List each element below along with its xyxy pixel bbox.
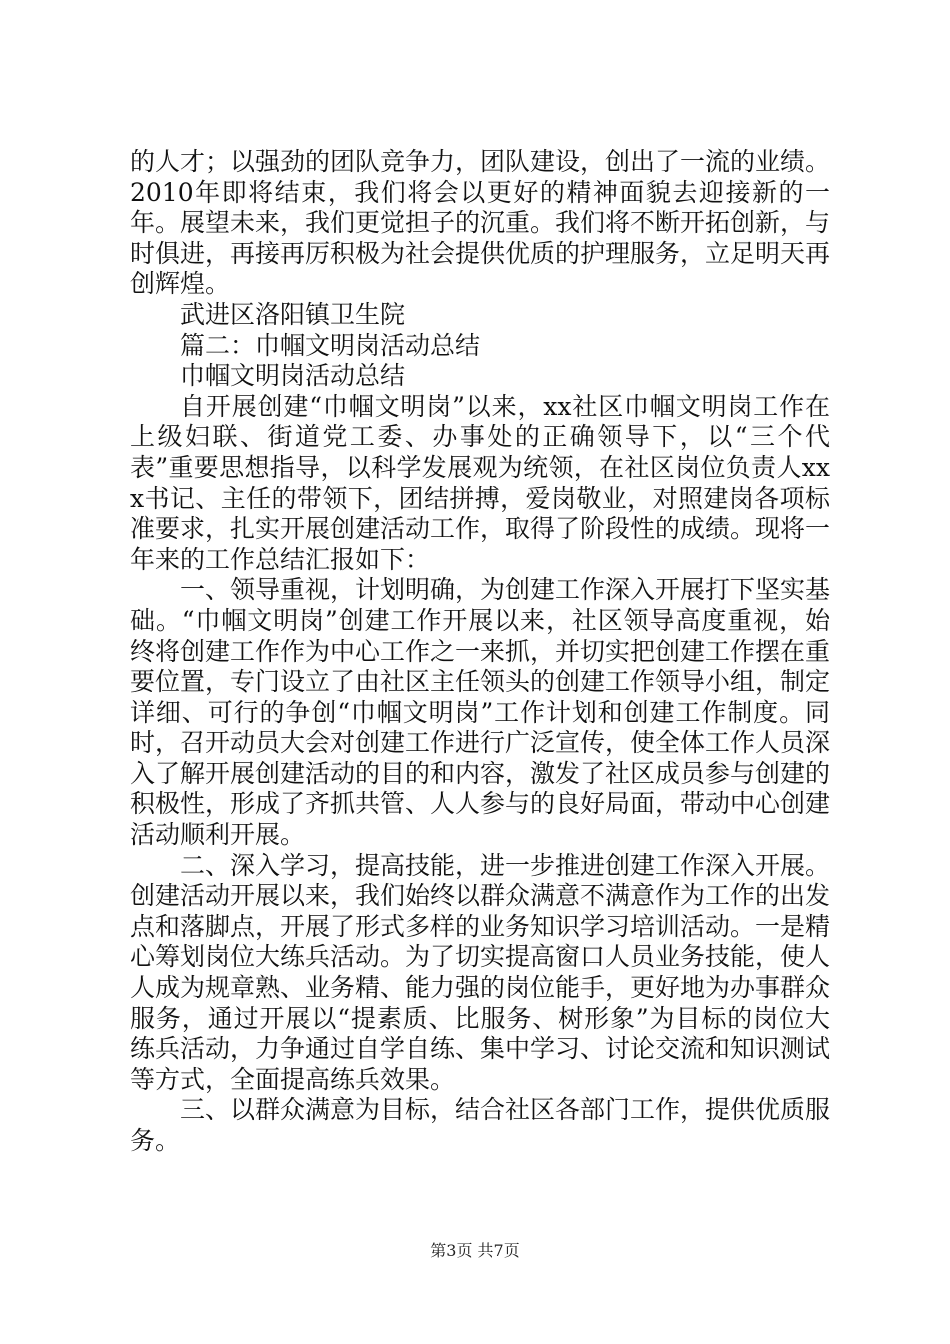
section-heading: 篇二：巾帼文明岗活动总结 (180, 330, 481, 360)
page-footer: 第3页 共7页 (430, 1241, 520, 1260)
signature-organization: 武进区洛阳镇卫生院 (180, 299, 406, 329)
paragraph-point-one: 一、领导重视，计划明确，为创建工作深入开展打下坚实基础。“巾帼文明岗”创建工作开展以来，社区领导高度重视，始终将创建工作作为中心工作之一来抓，并切实把创建工作摆在重要位置，专门设立了由社区主任领头的创建工作领导小组，制定详细、可行的争创“巾帼文明岗”工作计划和创建工作制度。同时，召开动员大会对创建工作进行广泛宣传，使全体工作人员深入了解开展创建活动的目的和内容，激发了社区成员参与创建的积极性，形成了齐抓共管、人人参与的良好局面，带动中心创建活动顺利开展。 (130, 575, 831, 850)
paragraph-intro: 自开展创建“巾帼文明岗”以来，xx社区巾帼文明岗工作在上级妇联、街道党工委、办事处的正确领导下，以“三个代表”重要思想指导，以科学发展观为统领，在社区岗位负责人xxx书记、主任的带领下，团结拼搏，爱岗敬业，对照建岗各项标准要求，扎实开展创建活动工作，取得了阶段性的成绩。现将一年来的工作总结汇报如下： (130, 391, 831, 574)
article-title: 巾帼文明岗活动总结 (180, 361, 406, 391)
document-body (130, 147, 830, 1157)
paragraph-continuation: 的人才；以强劲的团队竞争力，团队建设，创出了一流的业绩。2010年即将结束，我们将会以更好的精神面貌去迎接新的一年。展望未来，我们更觉担子的沉重。我们将不断开拓创新，与时俱进，再接再厉积极为社会提供优质的护理服务，立足明天再创辉煌。 (130, 147, 831, 299)
paragraph-point-two: 二、深入学习，提高技能，进一步推进创建工作深入开展。创建活动开展以来，我们始终以群众满意不满意作为工作的出发点和落脚点，开展了形式多样的业务知识学习培训活动。一是精心筹划岗位大练兵活动。为了切实提高窗口人员业务技能，使人人成为规章熟、业务精、能力强的岗位能手，更好地为办事群众服务，通过开展以“提素质、比服务、树形象”为目标的岗位大练兵活动，力争通过自学自练、集中学习、讨论交流和知识测试等方式，全面提高练兵效果。 (130, 850, 831, 1094)
paragraph-point-three: 三、以群众满意为目标，结合社区各部门工作，提供优质服务。 (130, 1095, 831, 1155)
